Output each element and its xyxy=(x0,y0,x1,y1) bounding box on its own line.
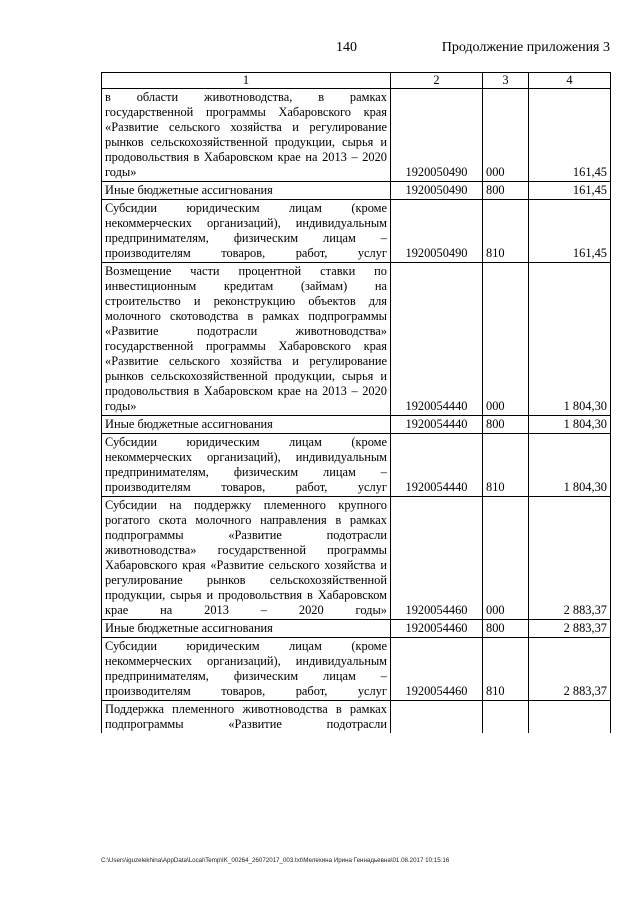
column-header: 4 xyxy=(529,73,611,89)
row-target-code: 1920050490 xyxy=(391,89,483,182)
table-row xyxy=(102,638,611,701)
row-target-code: 1920054460 xyxy=(391,638,483,701)
row-target-code: 1920050490 xyxy=(391,182,483,200)
table-row xyxy=(102,416,611,434)
table-row xyxy=(102,89,611,182)
row-target-code: 1920050490 xyxy=(391,200,483,263)
row-target-code xyxy=(391,701,483,734)
column-header: 1 xyxy=(102,73,391,89)
row-amount: 161,45 xyxy=(529,182,611,200)
row-amount xyxy=(529,701,611,734)
row-target-code: 1920054460 xyxy=(391,620,483,638)
row-target-code: 1920054440 xyxy=(391,263,483,416)
row-description: Поддержка племенного животноводства в рамках подпрограммы «Развитие подотрасли xyxy=(102,701,391,734)
table-row xyxy=(102,434,611,497)
row-expense-type: 800 xyxy=(483,416,529,434)
row-target-code: 1920054440 xyxy=(391,416,483,434)
file-path-footer: C:\Users\iguzelekhina\AppData\Local\Temp\IK_00264_26072017_003.txt\Мелехина Ирина Геннадьевна\01.08.2017 10:15:16 xyxy=(101,857,450,864)
budget-table xyxy=(101,72,611,733)
row-amount: 161,45 xyxy=(529,89,611,182)
row-expense-type: 000 xyxy=(483,497,529,620)
column-header: 3 xyxy=(483,73,529,89)
row-target-code: 1920054440 xyxy=(391,434,483,497)
table-row xyxy=(102,497,611,620)
row-description: Субсидии юридическим лицам (кроме некоммерческих организаций), индивидуальным предпринимателям, физическим лицам – производителям товаров, работ, услуг xyxy=(102,200,391,263)
table-row xyxy=(102,200,611,263)
row-description: в области животноводства, в рамках государственной программы Хабаровского края «Развитие сельского хозяйства и регулирование рынков сельскохозяйственной продукции, сырья и продовольствия в Хабаровском крае на 2013 – 2020 годы» xyxy=(102,89,391,182)
row-description: Иные бюджетные ассигнования xyxy=(102,416,391,434)
row-amount: 1 804,30 xyxy=(529,434,611,497)
row-description: Субсидии юридическим лицам (кроме некоммерческих организаций), индивидуальным предпринимателям, физическим лицам – производителям товаров, работ, услуг xyxy=(102,638,391,701)
row-expense-type: 810 xyxy=(483,434,529,497)
row-description: Возмещение части процентной ставки по инвестиционным кредитам (займам) на строительство и реконструкцию объектов для молочного скотоводства в рамках подпрограммы «Развитие подотрасли животноводства» государственной программы Хабаровского края «Развитие сельского хозяйства и регулирование рынков сельскохозяйственной продукции, сырья и продовольствия в Хабаровском крае на 2013 – 2020 годы» xyxy=(102,263,391,416)
row-target-code: 1920054460 xyxy=(391,497,483,620)
table-header-row xyxy=(102,73,611,89)
continuation-header: Продолжение приложения 3 xyxy=(441,40,610,55)
row-expense-type: 800 xyxy=(483,620,529,638)
row-amount: 2 883,37 xyxy=(529,620,611,638)
row-description: Субсидии на поддержку племенного крупного рогатого скота молочного направления в рамках подпрограммы «Развитие подотрасли животноводства» государственной программы Хабаровского края «Развитие сельского хозяйства и регулирование рынков сельскохозяйственной продукции, сырья и продовольствия в Хабаровском крае на 2013 – 2020 годы» xyxy=(102,497,391,620)
row-amount: 2 883,37 xyxy=(529,638,611,701)
table-row xyxy=(102,263,611,416)
row-expense-type: 810 xyxy=(483,638,529,701)
row-amount: 2 883,37 xyxy=(529,497,611,620)
row-amount: 1 804,30 xyxy=(529,416,611,434)
row-expense-type: 800 xyxy=(483,182,529,200)
row-expense-type: 000 xyxy=(483,89,529,182)
row-expense-type: 000 xyxy=(483,263,529,416)
table-row xyxy=(102,701,611,734)
row-amount: 1 804,30 xyxy=(529,263,611,416)
row-amount: 161,45 xyxy=(529,200,611,263)
row-expense-type: 810 xyxy=(483,200,529,263)
page-number: 140 xyxy=(336,40,357,55)
column-header: 2 xyxy=(391,73,483,89)
table-row xyxy=(102,182,611,200)
row-description: Иные бюджетные ассигнования xyxy=(102,182,391,200)
row-expense-type xyxy=(483,701,529,734)
row-description: Иные бюджетные ассигнования xyxy=(102,620,391,638)
row-description: Субсидии юридическим лицам (кроме некоммерческих организаций), индивидуальным предпринимателям, физическим лицам – производителям товаров, работ, услуг xyxy=(102,434,391,497)
table-row xyxy=(102,620,611,638)
